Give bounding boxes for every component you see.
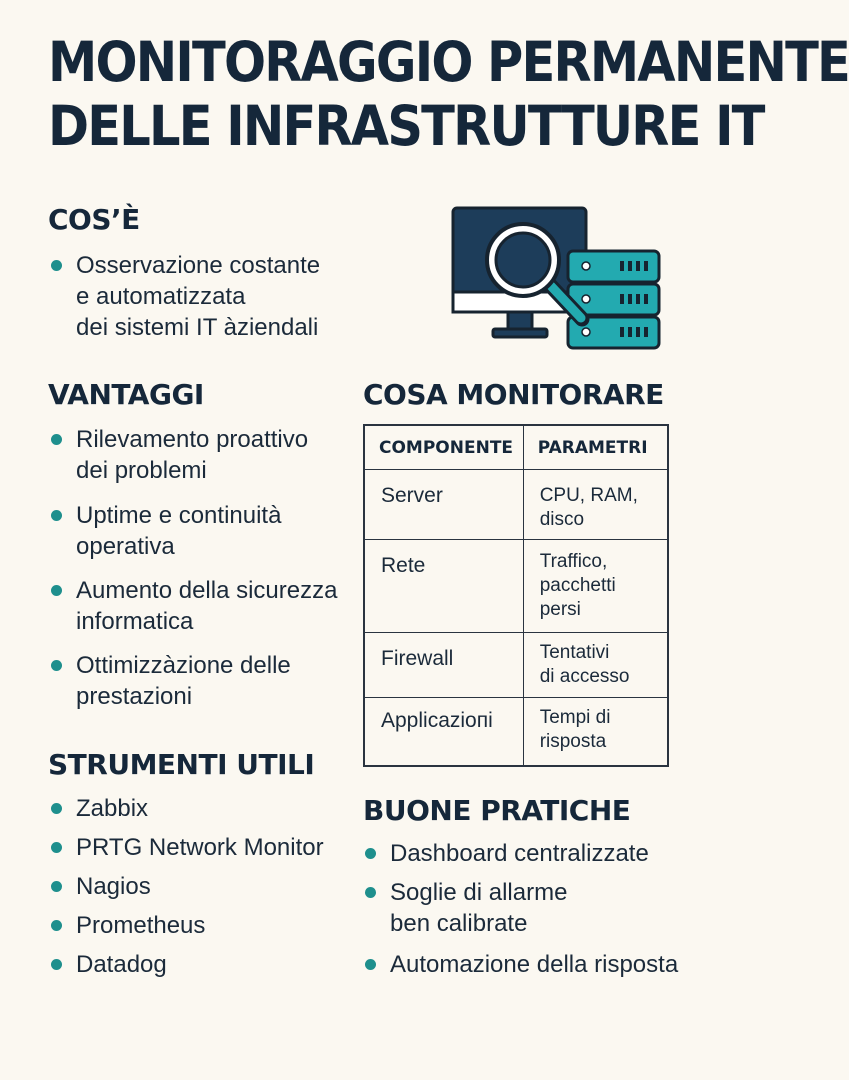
cose-heading: COS’È (48, 203, 140, 236)
table-row (364, 698, 668, 766)
vantaggi-heading: VANTAGGI (48, 378, 204, 411)
table-row (364, 540, 668, 633)
pratiche-heading: BUONE PRATICHE (363, 794, 631, 827)
table-cell-component: Rete (364, 540, 523, 633)
bullet-dot (51, 434, 62, 445)
table-cell-params: CPU, RAM, disco (523, 470, 668, 540)
list-item: Zabbix (48, 793, 358, 824)
list-item: Prometheus (48, 910, 358, 941)
cose-list (48, 250, 408, 343)
monitorare-heading: COSA MONITORARE (363, 378, 664, 411)
bullet-dot (51, 959, 62, 970)
list-item: Soglie di allarme ben calibrate (362, 877, 712, 939)
page-title (48, 30, 849, 158)
bullet-dot (51, 660, 62, 671)
list-item: PRTG Network Monitor (48, 832, 358, 863)
bullet-dot (51, 920, 62, 931)
monitor-table (363, 424, 669, 767)
strumenti-heading: STRUMENTI UTILI (48, 748, 315, 781)
bullet-dot (51, 585, 62, 596)
list-item: Aumento della sicurezza informatica (48, 575, 358, 637)
table-cell-params: Traffico, pacchetti persi (523, 540, 668, 633)
bullet-dot (51, 803, 62, 814)
bullet-dot (51, 260, 62, 271)
table-cell-params: Tempi di risposta (523, 698, 668, 766)
title-line-1: MONITORAGGIO PERMANENTE (48, 30, 849, 94)
table-row (364, 470, 668, 540)
table-cell-component: Applicazioпi (364, 698, 523, 766)
column-header-componente: COMPONENTE (364, 425, 523, 470)
column-header-parametri: PARAMETRI (523, 425, 668, 470)
strumenti-list (48, 793, 358, 980)
list-item: Nagios (48, 871, 358, 902)
pratiche-list (362, 838, 712, 980)
bullet-dot (51, 842, 62, 853)
table-header-row (364, 425, 668, 470)
monitor-magnifier-server-icon (450, 205, 665, 355)
bullet-dot (365, 959, 376, 970)
title-line-2: DELLE INFRASTRUTTURE IT (48, 94, 764, 158)
bullet-dot (365, 848, 376, 859)
list-item: Osservazione costante e automatizzata dei sistemi IT àziendali (48, 250, 408, 343)
table-cell-component: Firewall (364, 633, 523, 698)
table-row (364, 633, 668, 698)
bullet-dot (51, 510, 62, 521)
list-item: Dashboard centralizzate (362, 838, 712, 869)
list-item: Ottimizzàzione delle prestazioni (48, 650, 358, 712)
table-cell-params: Tentativi di accesso (523, 633, 668, 698)
list-item: Datadog (48, 949, 358, 980)
list-item: Rilevamento proattivo dei problemi (48, 424, 358, 486)
list-item: Automazione della risposta (362, 949, 712, 980)
bullet-dot (51, 881, 62, 892)
list-item: Uptime e continuità operativa (48, 500, 358, 562)
table-cell-component: Server (364, 470, 523, 540)
vantaggi-list (48, 424, 358, 712)
bullet-dot (365, 887, 376, 898)
